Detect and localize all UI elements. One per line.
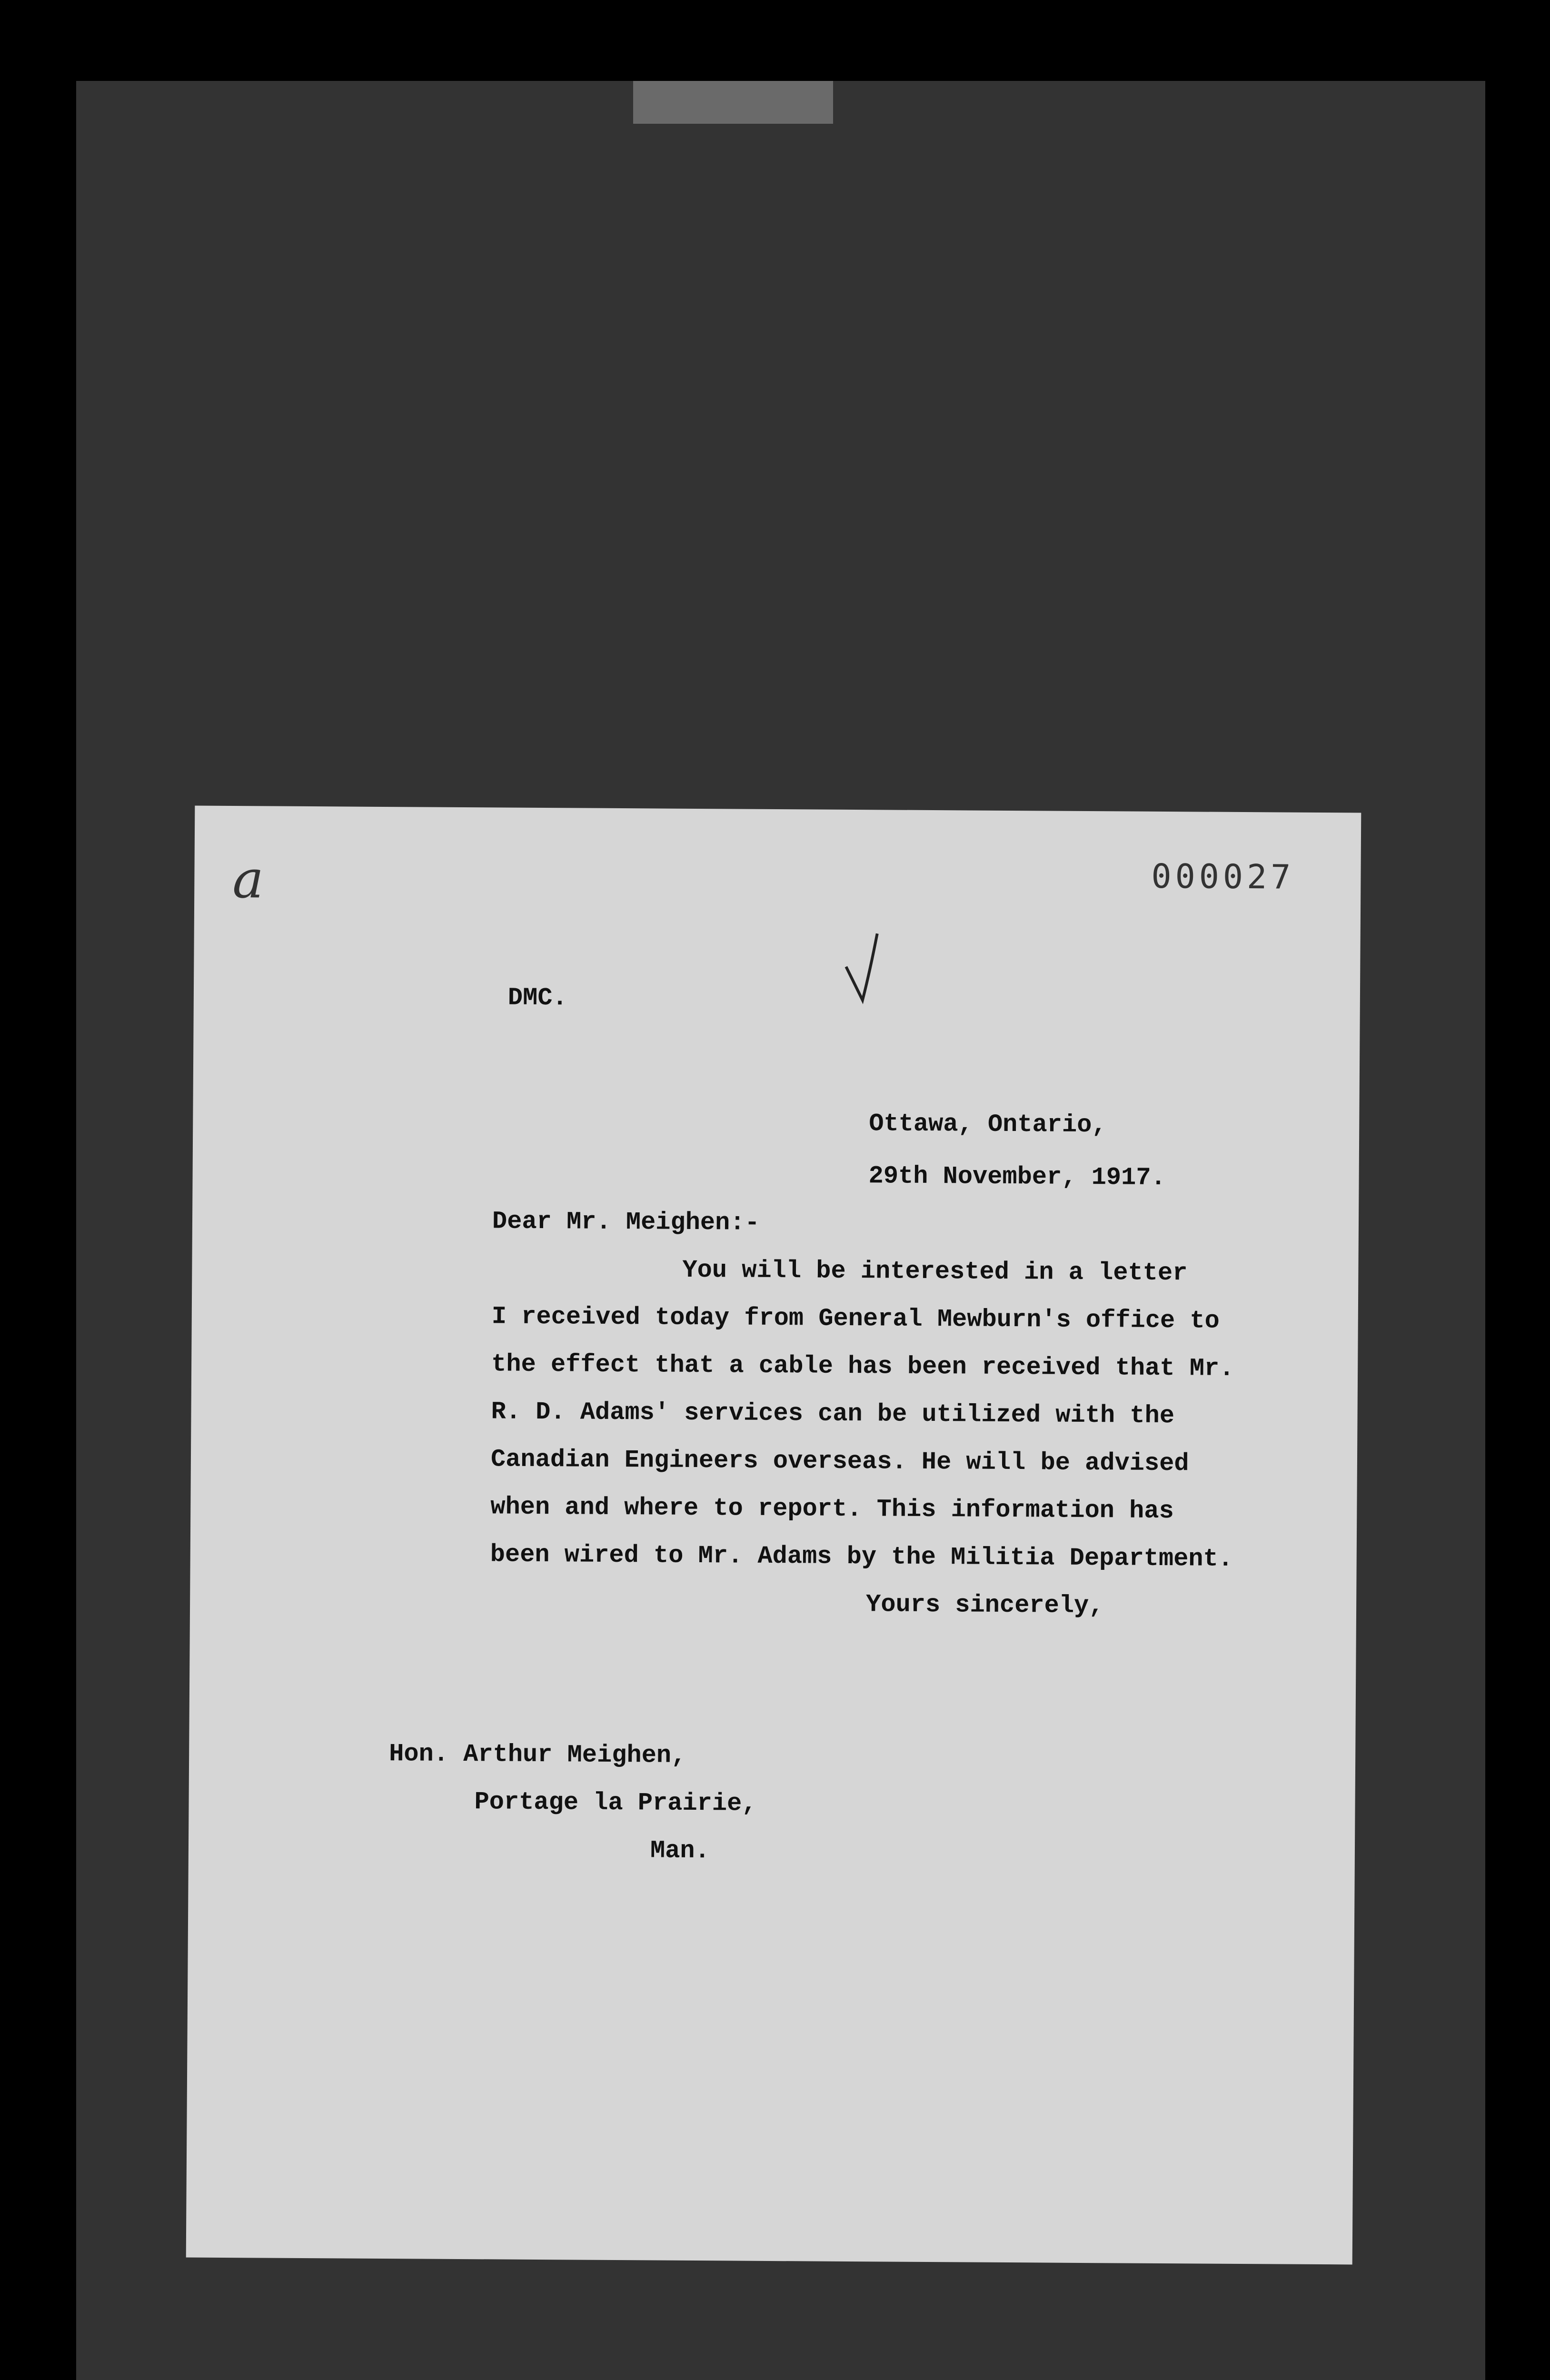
reference-code: DMC. (507, 983, 567, 1012)
body-line: Canadian Engineers overseas. He will be advised (490, 1445, 1189, 1478)
addressee-line: Hon. Arthur Meighen, (388, 1740, 686, 1770)
letter-location: Ottawa, Ontario, (869, 1110, 1107, 1140)
addressee-line: Man. (650, 1836, 710, 1865)
handwritten-mark: a (232, 849, 264, 910)
body-line: when and where to report. This information has (490, 1493, 1174, 1526)
closing: Yours sincerely, (865, 1590, 1104, 1620)
letter-date: 29th November, 1917. (868, 1162, 1166, 1192)
addressee-line: Portage la Prairie, (474, 1788, 757, 1818)
body-line: You will be interested in a letter (682, 1256, 1188, 1288)
body-line: been wired to Mr. Adams by the Militia Department. (490, 1540, 1233, 1573)
clip-tab (633, 81, 833, 124)
salutation: Dear Mr. Meighen:- (492, 1207, 760, 1237)
checkmark-icon (841, 929, 884, 1005)
body-line: I received today from General Mewburn's office to (491, 1302, 1220, 1335)
body-line: R. D. Adams' services can be utilized with the (491, 1398, 1175, 1430)
body-line: the effect that a cable has been received that Mr. (491, 1350, 1234, 1383)
letter-sheet (186, 806, 1361, 2265)
document-number: 000027 (1151, 856, 1295, 897)
